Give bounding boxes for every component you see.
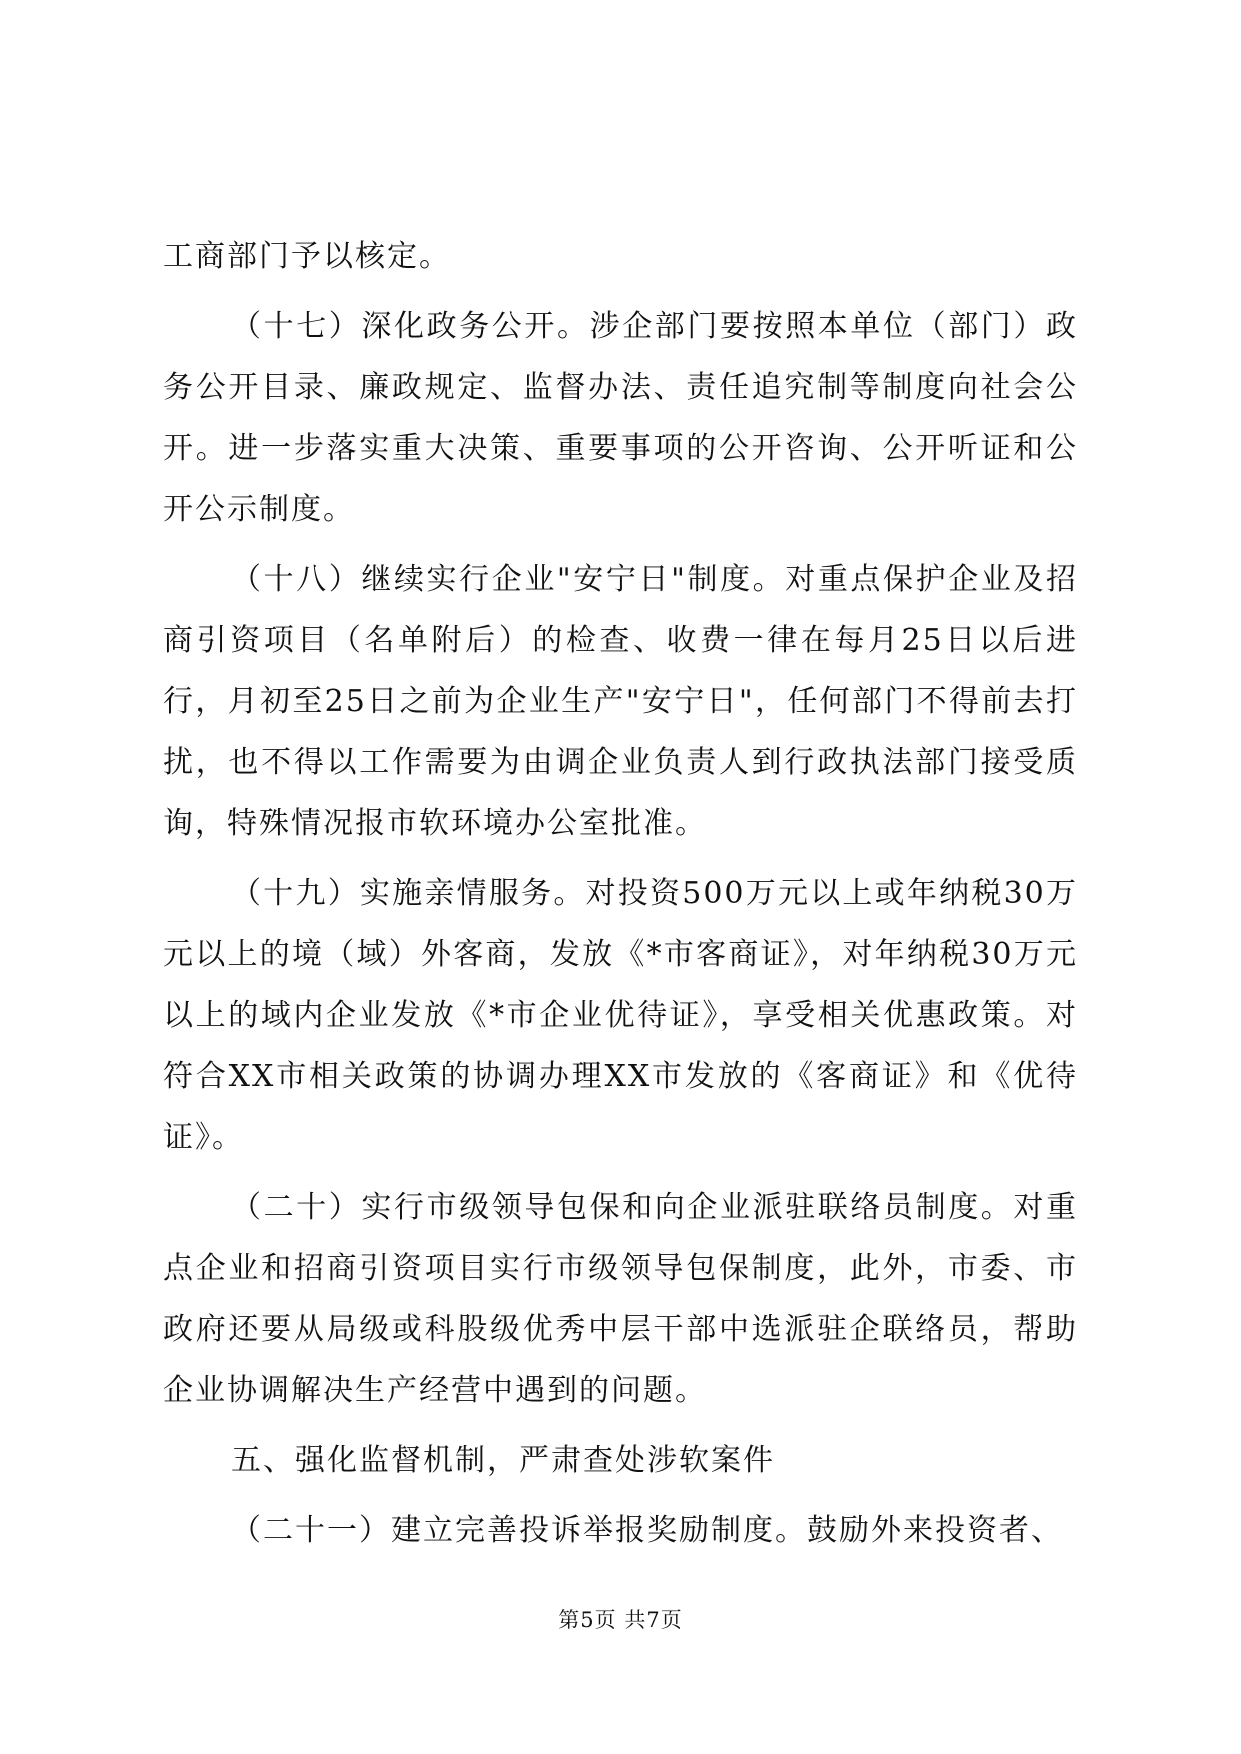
paragraph-item-18: （十八）继续实行企业"安宁日"制度。对重点保护企业及招商引资项目（名单附后）的检查、收费一律在每月25日以后进行，月初至25日之前为企业生产"安宁日"，任何部门不得前去打扰，也不得以工作需要为由调企业负责人到行政执法部门接受质询，特殊情况报市软环境办公室批准。 [163,562,1078,841]
paragraph-item-19: （十九）实施亲情服务。对投资500万元以上或年纳税30万元以上的境（域）外客商，发放《*市客商证》，对年纳税30万元以上的域内企业发放《*市企业优待证》，享受相关优惠政策。对符合XX市相关政策的协调办理XX市发放的《客商证》和《优待证》。 [163,876,1078,1155]
page-number-footer: 第5页 共7页 [558,1608,683,1632]
document-body [163,226,1078,1570]
paragraph-item-17: （十七）深化政务公开。涉企部门要按照本单位（部门）政务公开目录、廉政规定、监督办法、责任追究制等制度向社会公开。进一步落实重大决策、重要事项的公开咨询、公开听证和公开公示制度。 [163,309,1078,527]
paragraph-continuation: 工商部门予以核定。 [163,239,451,274]
paragraph-item-21: （二十一）建立完善投诉举报奖励制度。鼓励外来投资者、 [231,1513,1063,1548]
section-heading-5: 五、强化监督机制，严肃查处涉软案件 [231,1443,775,1478]
paragraph-item-20: （二十）实行市级领导包保和向企业派驻联络员制度。对重点企业和招商引资项目实行市级领导包保制度，此外，市委、市政府还要从局级或科股级优秀中层干部中选派驻企联络员，帮助企业协调解决生产经营中遇到的问题。 [163,1190,1078,1408]
